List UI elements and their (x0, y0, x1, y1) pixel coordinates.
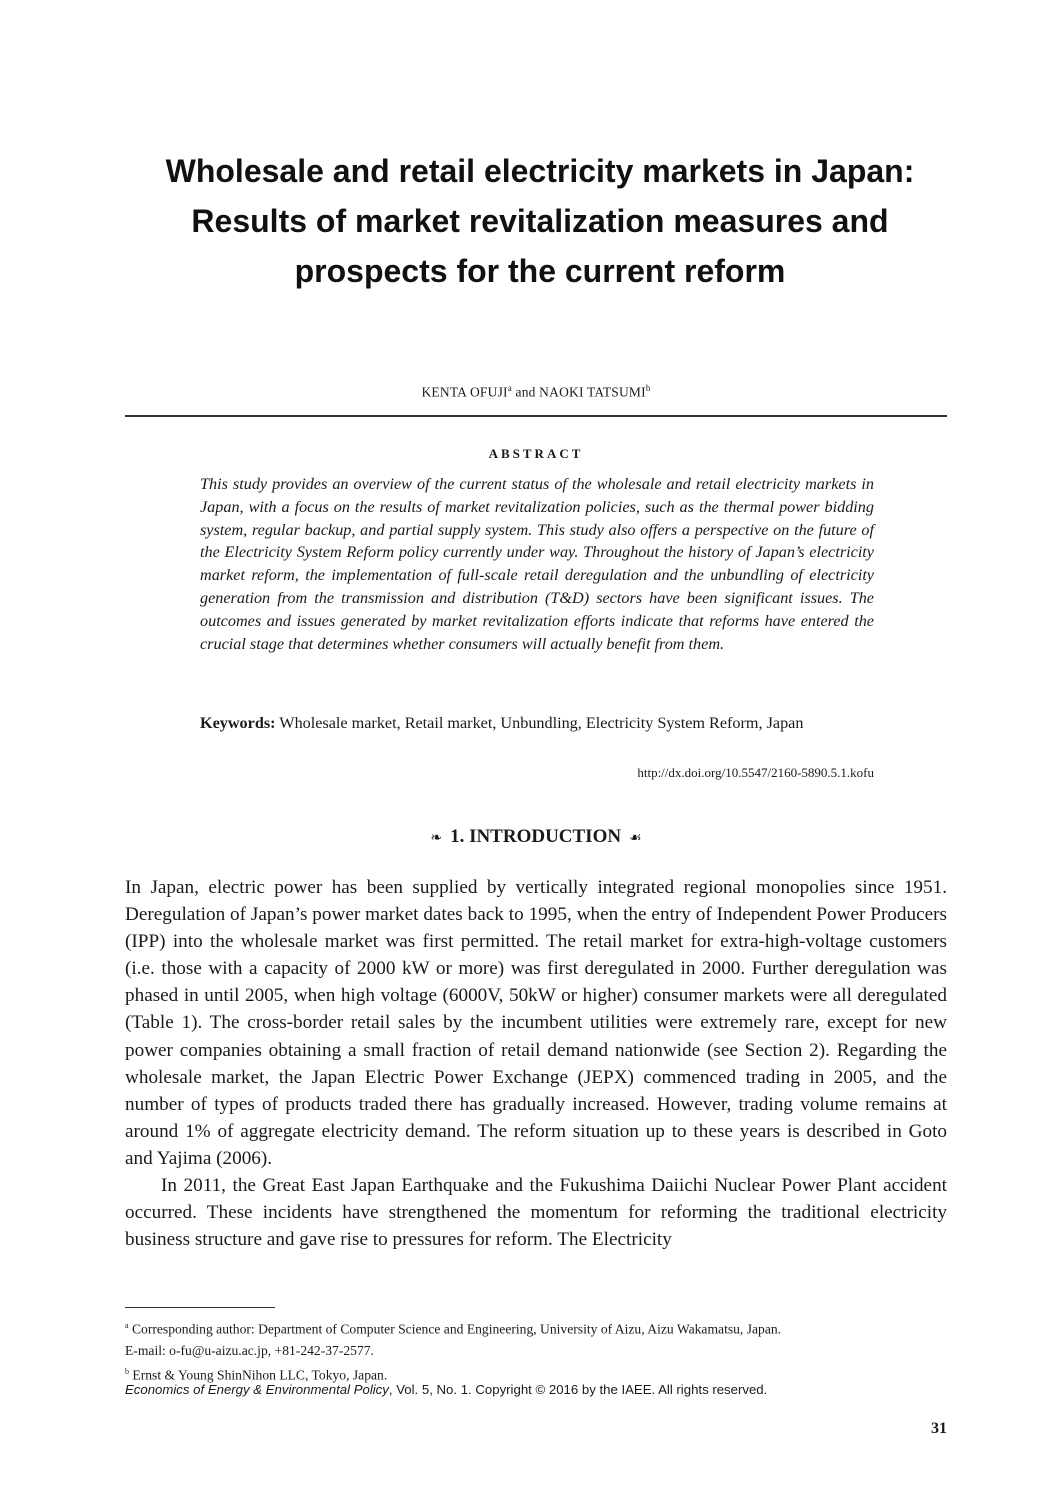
body-text (125, 874, 947, 1253)
ornament-right-icon: ☙ (629, 831, 642, 846)
footnote-a (125, 1315, 947, 1340)
author-line (125, 383, 947, 401)
keywords-label: Keywords: (200, 714, 276, 732)
footnote-email: E-mail: o-fu@u-aizu.ac.jp, +81-242-37-2577. (125, 1342, 374, 1358)
section-heading (125, 826, 947, 848)
footnote-mark: b (125, 1366, 129, 1376)
affiliation-mark: b (645, 383, 651, 393)
abstract-text: This study provides an overview of the current status of the wholesale and retail electricity markets in Japan, with a focus on the results of market revitalization policies, such as the thermal power bidding system, regular backup, and partial supply system. This study also offers a perspective on the future of the Electricity System Reform policy currently under way. Throughout the history of Japan’s electricity market reform, the implementation of full-scale retail deregulation and the unbundling of electricity generation from the transmission and distribution (T&D) sectors have been significant issues. The outcomes and issues generated by market revitalization efforts indicate that reforms have entered the crucial stage that determines whether consumers will actually benefit from them. (200, 475, 874, 653)
page-number: 31 (931, 1420, 947, 1437)
footnotes (125, 1315, 947, 1385)
footnote-text: Corresponding author: Department of Computer Science and Engineering, University of Aizu, Aizu Wakamatsu, Japan. (131, 1321, 782, 1337)
paragraph: In Japan, electric power has been supplied by vertically integrated regional monopolies since 1951. Deregulation of Japan’s power market dates back to 1995, when the entry of Independent Power Producers (IPP) into the wholesale market was first permitted. The retail market for extra-high-voltage customers (i.e. those with a capacity of 2000 kW or more) was first deregulated in 2000. Further deregulation was phased in until 2005, when high voltage (6000V, 50kW or higher) consumer markets were all deregulated (Table 1). The cross-border retail sales by the incumbent utilities were extremely rare, except for new power companies obtaining a small fraction of retail demand nationwide (see Section 2). Regarding the wholesale market, the Japan Electric Power Exchange (JEPX) commenced trading in 2005, and the number of types of products traded there has gradually increased. However, trading volume remains at around 1% of aggregate electricity demand. The reform situation up to these years is described in Goto and Yajima (2006). (125, 877, 947, 1169)
author-connector: and (515, 384, 536, 400)
header-divider (125, 415, 947, 417)
keywords-text: Wholesale market, Retail market, Unbundling, Electricity System Reform, Japan (279, 714, 804, 732)
paper-title: Wholesale and retail electricity markets in Japan: Results of market revitalization measures and prospects for the current reform (165, 153, 915, 289)
abstract-heading: ABSTRACT (488, 446, 584, 461)
journal-name: Economics of Energy & Environmental Policy (125, 1382, 389, 1397)
doi-link[interactable]: http://dx.doi.org/10.5547/2160-5890.5.1.kofu (637, 765, 874, 780)
author-name: NAOKI TATSUMI (539, 384, 646, 400)
author-name: KENTA OFUJI (421, 384, 508, 400)
section-title: 1. INTRODUCTION (450, 826, 622, 847)
footnote-text: Ernst & Young ShinNihon LLC, Tokyo, Japan. (132, 1367, 388, 1383)
keywords (200, 712, 874, 735)
journal-citation (125, 1382, 947, 1397)
affiliation-mark: a (507, 383, 512, 393)
footnote-mark: a (125, 1321, 129, 1330)
journal-details: , Vol. 5, No. 1. Copyright © 2016 by the IAEE. All rights reserved. (388, 1382, 768, 1397)
footnote-divider (125, 1307, 275, 1308)
paragraph: In 2011, the Great East Japan Earthquake and the Fukushima Daiichi Nuclear Power Plant accident occurred. These incidents have strengthened the momentum for reforming the traditional electricity business structure and gave rise to pressures for reform. The Electricity (125, 1175, 947, 1251)
ornament-left-icon: ❧ (430, 831, 443, 846)
